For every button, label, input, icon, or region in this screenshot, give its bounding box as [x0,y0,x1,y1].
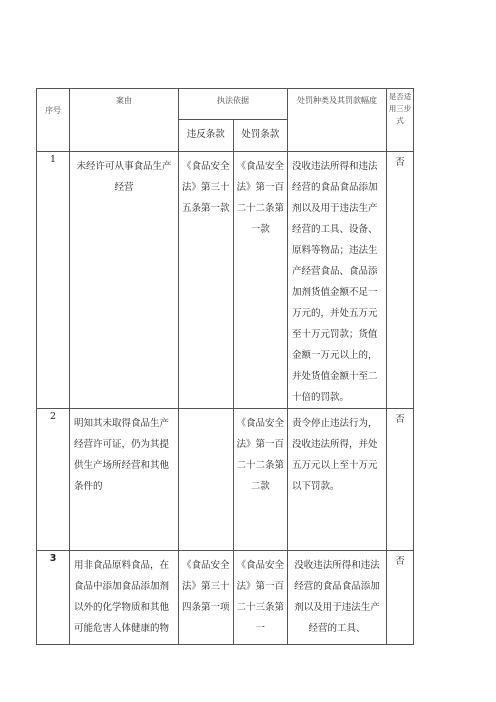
header-type-label: 处罚种类及其罚款幅度 [297,96,377,105]
header-row-top [37,89,414,120]
header-three-step [387,89,414,152]
penalty-table [36,88,414,645]
row-number [37,152,70,409]
row-number-text: 3 [49,553,57,564]
row-violation [179,152,234,409]
row-case-text: 用非食品原料食品，在食品中添加食品添加剂以外的化学物质和其他可能危害人体健康的物 [74,560,170,634]
row-case [70,551,179,645]
row-type [288,152,387,409]
row-penalty-text: 《食品安全法》第一百二十二条第二款 [236,418,285,492]
row-penalty [233,409,288,551]
row-number [37,409,70,551]
row-type-text: 没收违法所得和违法经营的食品食品添加剂以及用于违法生产经营的工具、 [294,560,380,634]
row-type [288,551,387,645]
row-violation-text: 《食品安全法》第三十四条第一项 [182,560,230,613]
row-violation [179,551,234,645]
row-three-step [387,551,414,645]
header-seq-label: 序号 [45,106,61,115]
table-row [37,152,414,409]
row-penalty-text: 《食品安全法》第一百二十二条第一款 [236,161,285,235]
header-penalty [233,120,288,152]
row-violation-text [179,409,233,413]
header-type [288,89,387,152]
row-type-text: 责令停止违法行为，没收违法所得，并处五万元以上至十万元以下罚款。 [292,418,378,492]
header-violation-label: 违反条款 [186,129,225,140]
row-case [70,152,179,409]
row-three-step-text: 否 [395,556,405,567]
row-three-step-text: 否 [395,157,405,168]
header-basis-label: 执法依据 [217,96,249,105]
header-seq [37,89,70,152]
header-violation [179,120,234,152]
row-three-step [387,152,414,409]
table-row [37,551,414,645]
header-case-label: 案由 [116,96,132,105]
row-case-text: 明知其未取得食品生产经营许可证，仍为其提供生产场所经营和其他条件的 [74,418,170,492]
table-row [37,409,414,551]
row-penalty-text: 《食品安全法》第一百二十三条第一 [236,560,285,634]
row-violation-text: 《食品安全法》第三十五条第一款 [182,161,230,214]
row-case-text: 未经许可从事食品生产经营 [76,161,172,193]
header-case [70,89,179,152]
header-three-step-label: 是否适用三步式 [388,92,412,125]
row-three-step [387,409,414,551]
row-type [288,409,387,551]
row-number-text: 2 [49,411,57,422]
row-case [70,409,179,551]
row-penalty [233,551,288,645]
row-number-text: 1 [49,154,57,165]
row-penalty [233,152,288,409]
row-violation [179,409,234,551]
row-number [37,551,70,645]
row-three-step-text: 否 [395,414,405,425]
header-penalty-label: 处罚条款 [241,129,280,140]
header-basis [179,89,288,120]
row-type-text: 没收违法所得和违法经营的食品食品添加剂以及用于违法生产经营的工具、设备、原料等物品；违法生产经营食品、食品添加剂货值金额不足一万元的，并处五万元至十万元罚款；货值金额一万元以上的，并处货值金额十至二十倍的罚款。 [292,161,378,403]
